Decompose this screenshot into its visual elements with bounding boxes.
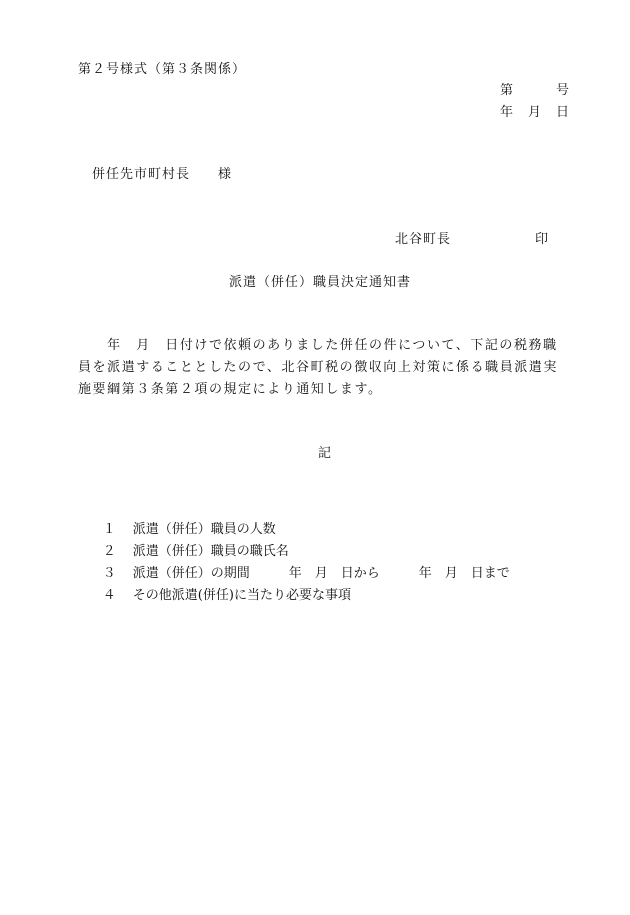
item-number: ３	[102, 566, 116, 581]
item-text: その他派遣(併任)に当たり必要な事項	[132, 588, 351, 603]
sender-signature: 北谷町長 印	[395, 232, 550, 247]
ki-heading: 記	[318, 446, 332, 461]
item-text: 派遣（併任）職員の人数	[132, 522, 276, 537]
form-label: 第２号様式（第３条関係）	[78, 62, 247, 77]
addressee: 併任先市町村長 様	[92, 167, 233, 182]
item-number: ４	[102, 588, 116, 603]
document-number: 第 号	[500, 83, 571, 98]
item-number: ２	[102, 544, 116, 559]
document-date: 年 月 日	[500, 105, 571, 120]
item-text: 派遣（併任）の期間 年 月 日から 年 月 日まで	[132, 566, 510, 581]
body-line: 施要綱第３条第２項の規定により通知します。	[78, 382, 383, 397]
body-line: 員を派遣することとしたので、北谷町税の徴収向上対策に係る職員派遣実	[78, 360, 558, 375]
body-line: 年 月 日付けで依頼のありました併任の件について、下記の税務職	[78, 338, 558, 353]
item-number: １	[102, 522, 116, 537]
item-text: 派遣（併任）職員の職氏名	[132, 544, 289, 559]
document-title: 派遣（併任）職員決定通知書	[229, 275, 412, 290]
list-item	[78, 576, 351, 615]
